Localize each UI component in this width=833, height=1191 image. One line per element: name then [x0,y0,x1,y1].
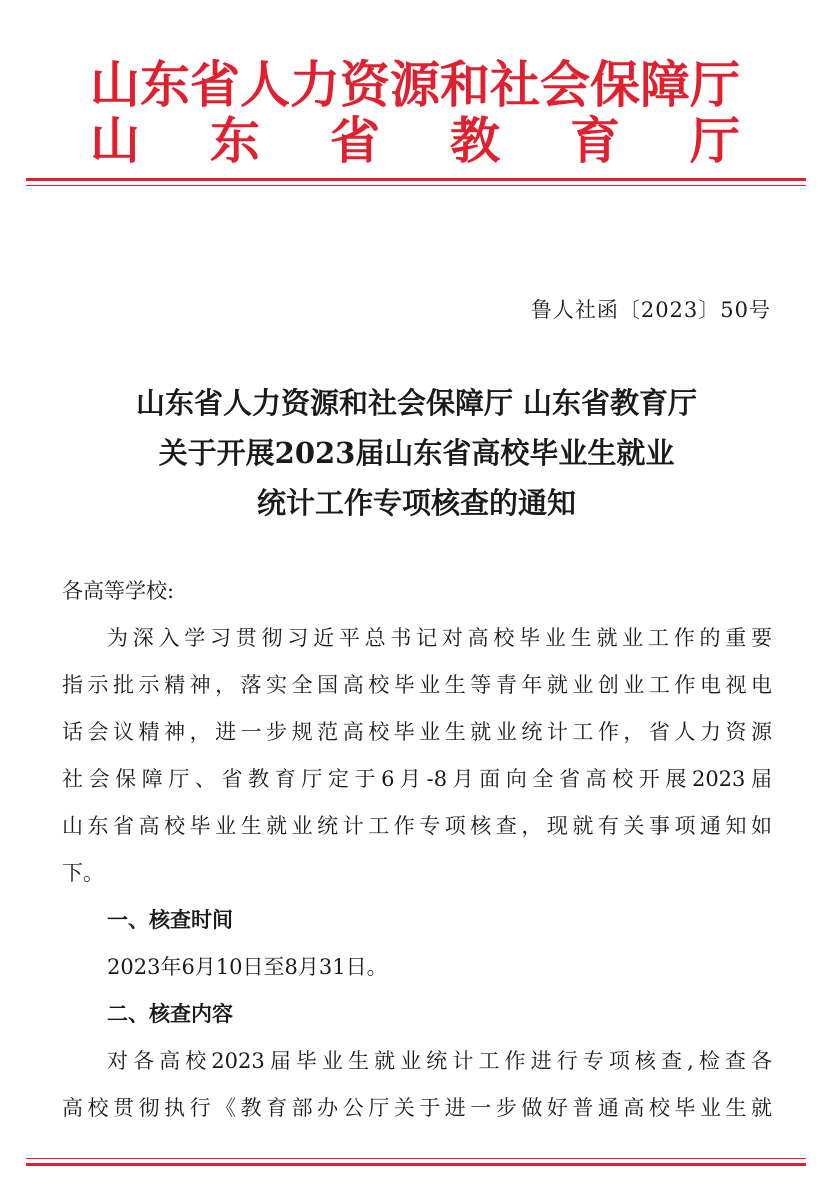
letterhead-char: 教 [450,111,500,170]
document-number: 鲁人社函〔2023〕50号 [530,298,771,322]
letterhead-char: 东 [210,111,260,170]
paragraph-line: 指示批示精神，落实全国高校毕业生等青年就业创业工作电视电 [62,673,772,697]
paragraph-line: 话会议精神，进一步规范高校毕业生就业统计工作，省人力资源 [62,720,772,744]
paragraph-line: 为深入学习贯彻习近平总书记对高校毕业生就业工作的重要 [107,626,772,650]
intro-paragraph [62,615,772,897]
section-2-heading: 二、核查内容 [107,1002,233,1026]
paragraph-line: 下。 [62,861,104,885]
section-2-paragraph [62,1038,772,1132]
letterhead-char: 育 [570,111,620,170]
letterhead-char: 省 [330,111,380,170]
letterhead-line-1: 山东省人力资源和社会保障厅 [90,55,740,114]
title-line-2: 关于开展2023届山东省高校毕业生就业 [158,436,675,470]
letterhead-char: 山 [90,111,140,170]
letterhead-line-2 [90,111,740,170]
title-line-1: 山东省人力资源和社会保障厅 山东省教育厅 [135,386,698,420]
section-1-text: 2023年6月10日至8月31日。 [107,955,388,979]
header-divider-thin [26,185,806,186]
salutation: 各高等学校: [62,579,175,603]
paragraph-line: 社会保障厅、省教育厅定于6月-8月面向全省高校开展2023届 [62,767,772,791]
document-body [62,568,772,1132]
title-line-3: 统计工作专项核查的通知 [256,486,576,520]
letterhead-char: 厅 [690,111,740,170]
document-title [40,378,793,528]
header-divider-thick [26,178,806,181]
paragraph-line: 对各高校2023届毕业生就业统计工作进行专项核查,检查各 [107,1049,772,1073]
section-1-heading: 一、核查时间 [107,908,233,932]
footer-divider-thick [26,1163,806,1166]
footer-divider-thin [26,1158,806,1159]
paragraph-line: 高校贯彻执行《教育部办公厅关于进一步做好普通高校毕业生就 [62,1096,772,1120]
paragraph-line: 山东省高校毕业生就业统计工作专项核查，现就有关事项通知如 [62,814,772,838]
